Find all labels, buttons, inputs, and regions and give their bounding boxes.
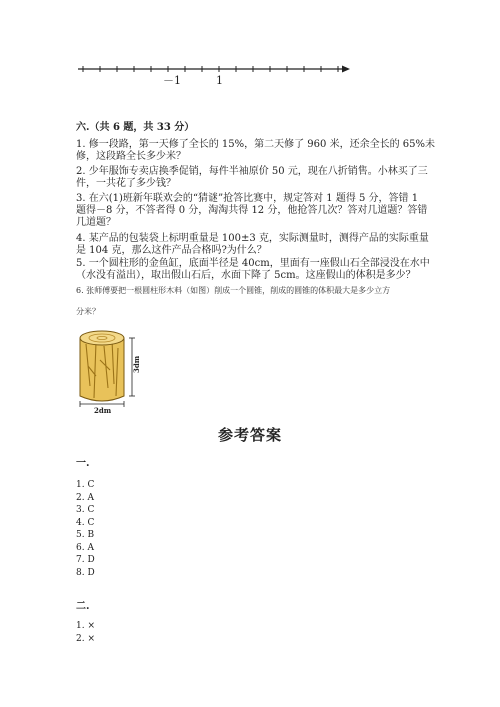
question-line: 修，这段路全长多少米？ xyxy=(76,151,186,162)
question-line: 几道题？ xyxy=(76,217,116,228)
answer-item: 3. C xyxy=(76,505,95,515)
answer-item: 8. D xyxy=(76,567,95,578)
question-line: 6. 张师傅要把一根圆柱形木料（如图）削成一个圆锥，削成的圆锥的体积最大是多少立方 xyxy=(76,286,391,295)
question-line: 分米？ xyxy=(76,307,100,316)
answers-part2-list xyxy=(76,620,95,645)
question-line: 4. 某产品的包装袋上标明重量是 100±3 克，实际测量时，测得产品的实际重量 xyxy=(76,233,429,244)
number-line-label-neg: －1 xyxy=(163,74,181,87)
question-1 xyxy=(76,139,435,163)
answers-title: 参考答案 xyxy=(217,426,282,444)
question-line: 1. 修一段路，第一天修了全长的 15%，第二天修了 960 米，还余全长的 65%未 xyxy=(76,139,435,150)
question-line: 题得－8 分，不答者得 0 分，淘淘共得 12 分，他抢答几次？答对几道题？答错 xyxy=(76,205,428,216)
answer-item: 7. D xyxy=(76,555,95,565)
question-line: 件，一共花了多少钱？ xyxy=(76,178,176,189)
question-line: 5. 一个圆柱形的金鱼缸，底面半径是 40cm，里面有一座假山石全部浸没在水中 xyxy=(76,258,430,269)
question-line: 是 104 克，那么这件产品合格吗?为什么？ xyxy=(76,245,267,256)
cylinder-top xyxy=(80,331,124,345)
number-line-label-pos: 1 xyxy=(216,74,223,87)
question-3 xyxy=(76,193,427,229)
section-heading: 六.（共 6 题，共 33 分） xyxy=(76,122,195,133)
question-line: 2. 少年服饰专卖店换季促销，每件半袖原价 50 元，现在八折销售。小林买了三 xyxy=(76,166,428,177)
height-label: 3dm xyxy=(132,355,141,373)
question-4 xyxy=(76,233,429,257)
question-2 xyxy=(76,166,428,190)
diameter-label: 2dm xyxy=(94,406,112,415)
answers-part1-list xyxy=(76,479,95,579)
answer-item: 1. C xyxy=(76,480,95,490)
answer-item: 2. × xyxy=(76,633,95,644)
answers-part1-heading: 一. xyxy=(76,458,90,469)
question-5 xyxy=(76,258,430,282)
number-line-arrow xyxy=(342,66,350,73)
answer-item: 6. A xyxy=(76,542,94,553)
question-line: 3. 在六(1)班新年联欢会的“猜谜”抢答比赛中，规定答对 1 题得 5 分，答错 1 xyxy=(76,193,419,204)
answers-part2-heading: 二. xyxy=(76,601,90,612)
question-line: （水没有溢出），取出假山石后，水面下降了 5cm。这座假山的体积是多少？ xyxy=(76,270,416,281)
answer-item: 2. A xyxy=(76,492,94,503)
answer-item: 1. × xyxy=(76,621,95,631)
question-6 xyxy=(76,285,390,317)
wood-cylinder-figure xyxy=(74,326,146,416)
answer-item: 4. C xyxy=(76,517,95,528)
number-line xyxy=(70,60,360,90)
answer-item: 5. B xyxy=(76,530,95,540)
